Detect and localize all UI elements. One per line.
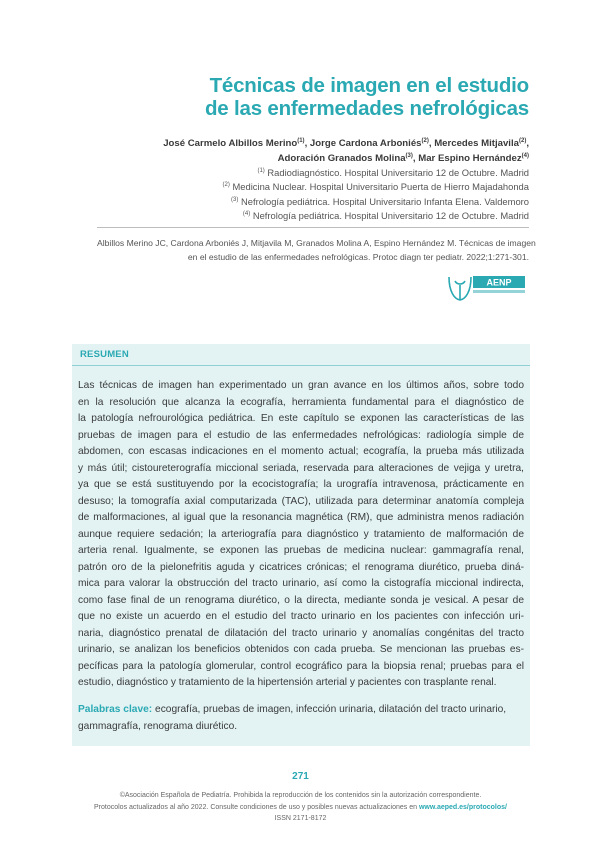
article-title [205, 74, 529, 120]
keywords-line-1 [78, 702, 524, 719]
keywords [78, 702, 524, 735]
affiliation-sup: (3) [231, 196, 239, 203]
title-line-2: de las enfermedades nefrológicas [204, 97, 529, 120]
author-sup: (2) [518, 137, 527, 144]
author-sup: (4) [521, 152, 529, 159]
author-name: Mar Espino Hernández [418, 153, 522, 164]
abstract-line: pecíficas para la patología glomerular, control ecográfico para la biopsia renal; pruebas para el [78, 660, 524, 672]
affiliation-item [223, 166, 529, 180]
footer-terms [0, 802, 601, 814]
header-divider [97, 227, 529, 228]
citation-line-1: Albillos Merino JC, Cardona Arboniés J, Mitjavila M, Granados Molina A, Espino Hernández M. Técnicas de imagen [97, 238, 536, 248]
authors-line-2: Adoración Granados Molina$^{(3)}$, Mar Espino Hernández$^{(4)}$ [277, 152, 529, 164]
affiliation-sup: (1) [257, 167, 265, 174]
affiliation-text: Medicina Nuclear. Hospital Universitario Puerta de Hierro Majadahonda [232, 181, 529, 193]
title-line-1: Técnicas de imagen en el estudio [209, 74, 529, 97]
affiliation-list [223, 166, 529, 224]
abstract-line: abdomen, con escasas indicaciones en el momento actual; ecografía, la prueba más utilizada [78, 446, 524, 457]
logo-text: AENP [486, 277, 512, 288]
abstract-line: de malformaciones, al igual que la resonancia magnética (RM), que administra menos radiación [78, 512, 524, 523]
footer-copyright: ©Asociación Española de Pediatría. Prohibida la reproducción de los contenidos sin la autorización correspondiente. [119, 792, 482, 799]
author-sup: (3) [405, 152, 413, 159]
affiliation-item [223, 180, 529, 194]
keywords-label: Palabras clave: [78, 704, 153, 715]
citation [97, 236, 536, 264]
abstract-line: desuso; la tomografía axial computarizada (TAC), utilizada para determinar anatomía compleja [78, 495, 524, 507]
abstract-line: aunque requiere sedación; la arteriografía para diagnóstico y tratamiento de malformación de [78, 528, 524, 540]
keywords-text: ecografía, pruebas de imagen, infección urinaria, dilatación del tracto urinario, [152, 704, 507, 715]
abstract-line: patrón oro de la pielonefritis aguda y cicatrices crónicas; el renograma diurético, prueba diná- [78, 561, 524, 573]
author-name: José Carmelo Albillos Merino [163, 138, 298, 149]
abstract-heading-rule [72, 365, 530, 366]
abstract-line: naria, diagnóstico prenatal de dilatación del tracto urinario y anomalías congénitas del tracto [78, 627, 524, 639]
authors-line-1: José Carmelo Albillos Merino$^{(1)}$, Jorge Cardona Arboniés$^{(2)}$, Mercedes Mitjavila$^{(2)}$, [163, 137, 529, 149]
affiliation-item [223, 195, 529, 209]
affiliation-sup: (2) [222, 182, 230, 189]
author-list [163, 136, 529, 166]
affiliation-item [223, 209, 529, 223]
affiliation-text: Nefrología pediátrica. Hospital Universitario 12 de Octubre. Madrid [252, 210, 529, 222]
affiliation-sup: (4) [242, 211, 251, 218]
aenp-logo [446, 273, 530, 303]
abstract-line: mica para valorar la obstrucción del tracto urinario, así como la cistografía miccional indirecta, [78, 578, 524, 589]
abstract-line: como fase final de un renograma diurético, o la directa, mediante sonda je vesical. A pesar de [78, 594, 524, 606]
abstract-heading: RESUMEN [80, 349, 129, 360]
author-sup: (1) [297, 137, 305, 144]
abstract-line: arteria renal. Igualmente, se exponen las pruebas de medicina nuclear: gammagrafía renal, [78, 545, 524, 556]
footer-terms-text: Protocolos actualizados al año 2022. Consulte condiciones de uso y posibles nuevas actualizaciones en [94, 803, 419, 811]
abstract-line: urinario, se analizan los beneficios obtenidos con cada prueba. Se mencionan las pruebas es- [78, 644, 524, 655]
abstract-line: en la resolución que alcanza la ecografía, herramienta fundamental para el diagnóstico de [78, 396, 524, 408]
author-name: Mercedes Mitjavila [434, 138, 519, 149]
footer-issn: ISSN 2171-8172 [274, 815, 327, 822]
abstract-box [72, 344, 530, 746]
abstract-line: y más útil; cistoureterografía miccional seriada, reservada para alteraciones de vejiga y uretra, [78, 462, 524, 474]
abstract-line: pruebas de imagen para el estudio de las enfermedades nefrológicas: radiología simple de [78, 429, 524, 441]
author-name: Adoración Granados Molina [277, 153, 406, 164]
author-sup: (2) [421, 137, 429, 144]
author-name: Jorge Cardona Arboniés [309, 138, 422, 149]
page-number: 271 [292, 771, 309, 782]
protocols-link[interactable]: www.aeped.es/protocolos/ [418, 803, 507, 811]
page-footer [0, 790, 601, 825]
citation-line-2: en el estudio de las enfermedades nefrológicas. Protoc diagn ter pediatr. 2022;1:271-301. [187, 252, 529, 262]
abstract-line: la patología nefrourológica pediátrica. En este capítulo se exponen las características de las [78, 413, 524, 424]
abstract-line: estudio, diagnóstico y tratamiento de la hipertensión arterial y pacientes con trasplante renal. [78, 677, 497, 688]
abstract-line: que no existe un acuerdo en el estudio del tracto urinario en los pacientes con infección uri- [78, 611, 524, 622]
keywords-line-2: gammagrafía, renograma diurético. [78, 720, 238, 732]
affiliation-text: Radiodiagnóstico. Hospital Universitario 12 de Octubre. Madrid [267, 167, 529, 178]
abstract-line: ya que se está sustituyendo por la ecocistografía; la urografía intravenosa, prácticamente en [78, 479, 524, 490]
abstract-body [78, 378, 524, 692]
affiliation-text: Nefrología pediátrica. Hospital Universitario Infanta Elena. Valdemoro [241, 195, 529, 207]
abstract-line: Las técnicas de imagen han experimentado un gran avance en los últimos años, sobre todo [78, 380, 524, 391]
